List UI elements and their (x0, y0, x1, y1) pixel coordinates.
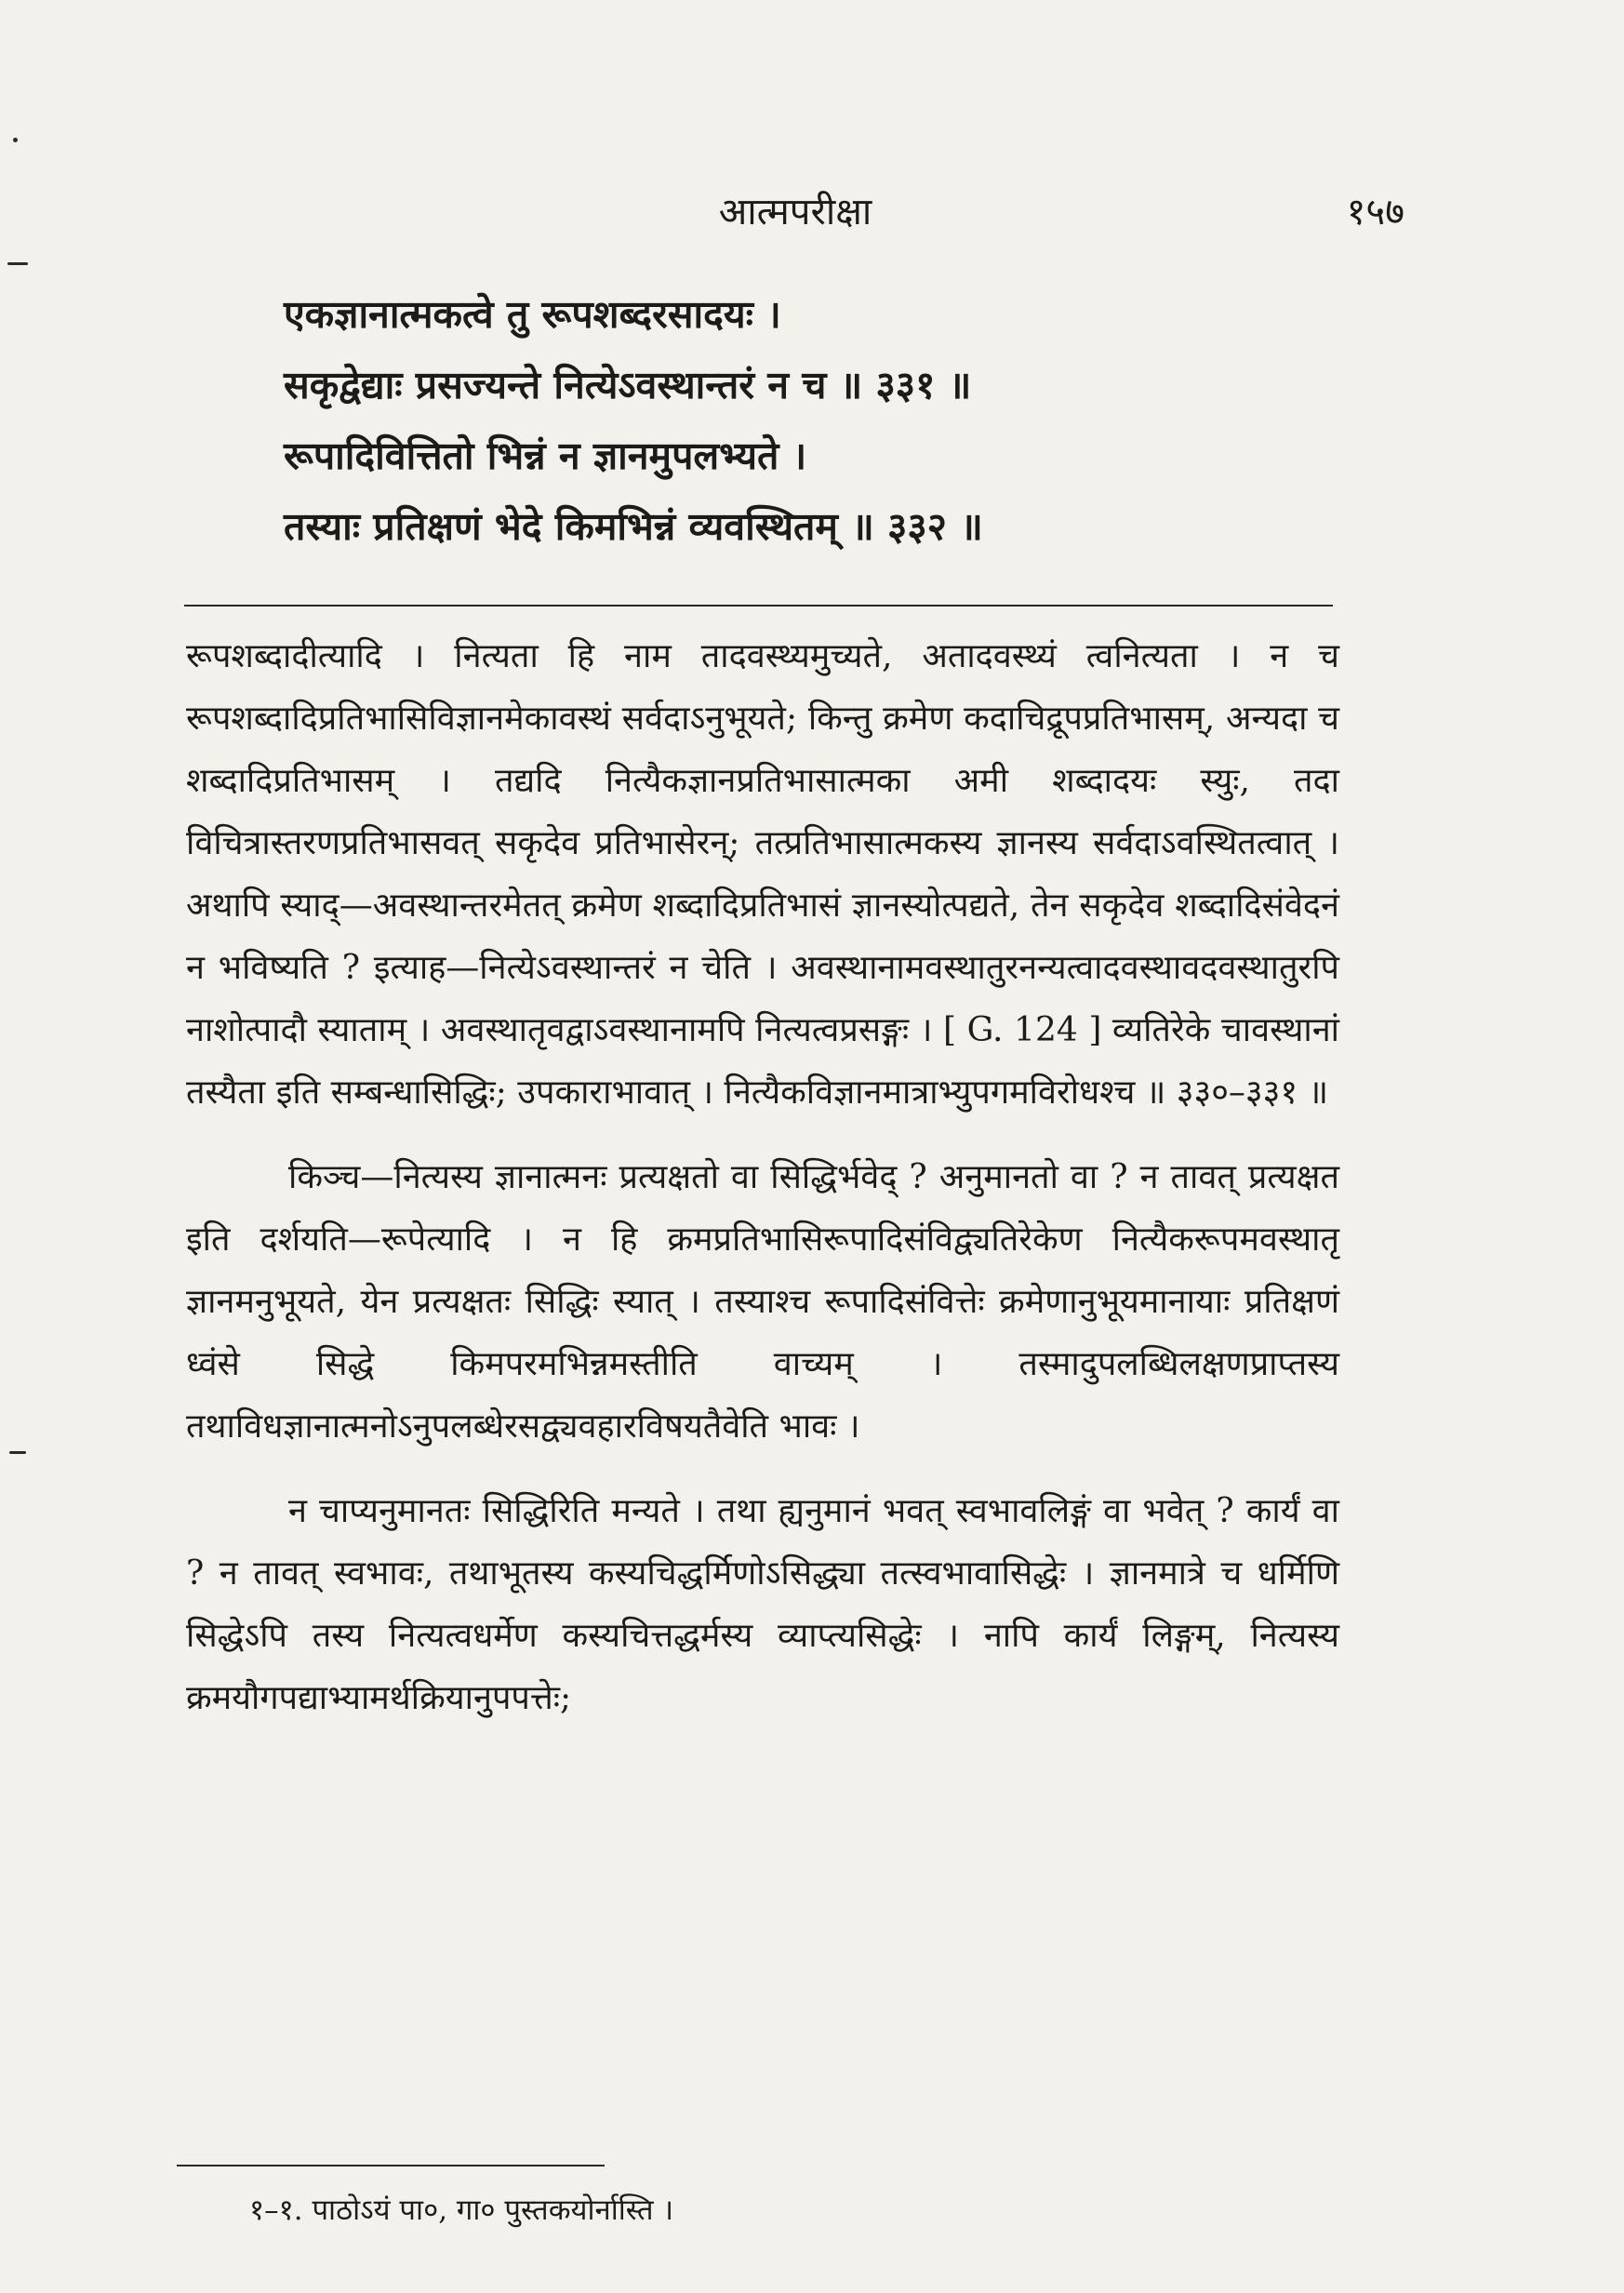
margin-speck (7, 262, 28, 265)
footnote: १–१. पाठोऽयं पा०, गा० पुस्तकयोर्नास्ति । (249, 2193, 674, 2227)
margin-speck (9, 1451, 26, 1454)
commentary-paragraph: रूपशब्दादीत्यादि । नित्यता हि नाम तादवस्थ्यमुच्यते, अतादवस्थ्यं त्वनित्यता । न च रूपशब्दादिप्रतिभासिविज्ञानमेकावस्थं सर्वदाऽनुभूयते; किन्तु क्रमेण कदाचिद्रूपप्रतिभासम्, अन्यदा च शब्दादिप्रतिभासम् । तद्यदि नित्यैकज्ञानप्रतिभासात्मका अमी शब्दादयः स्युः, तदा विचित्रास्तरणप्रतिभासवत् सकृदेव प्रतिभासेरन्; तत्प्रतिभासात्मकस्य ज्ञानस्य सर्वदाऽवस्थितत्वात् । अथापि स्याद्—अवस्थान्तरमेतत् क्रमेण शब्दादिप्रतिभासं ज्ञानस्योत्पद्यते, तेन सकृदेव शब्दादिसंवेदनं न भविष्यति ? इत्याह—नित्येऽवस्थान्तरं न चेति । अवस्थानामवस्थातुरनन्यत्वादवस्थावदवस्थातुरपि नाशोत्पादौ स्याताम् । अवस्थातृवद्वाऽवस्थानामपि नित्यत्वप्रसङ्गः । [ G. 124 ] व्यतिरेके चावस्थानां तस्यैता इति सम्बन्धासिद्धिः; उपकाराभावात् । नित्यैकविज्ञानमात्राभ्युपगमविरोधश्च ॥ ३३०–३३१ ॥ (186, 637, 1339, 1112)
margin-speck (13, 138, 18, 142)
footnote-divider (177, 2165, 605, 2166)
running-head (186, 184, 1404, 240)
commentary-paragraph: न चाप्यनुमानतः सिद्धिरिति मन्यते । तथा ह्यनुमानं भवत् स्वभावलिङ्गं वा भवेत् ? कार्यं वा ? न तावत् स्वभावः, तथाभूतस्य कस्यचिद्धर्मिणोऽसिद्ध्या तत्स्वभावासिद्धेः । ज्ञानमात्रे च धर्मिणि सिद्धेऽपि तस्य नित्यत्वधर्मेण कस्यचित्तद्धर्मस्य व्याप्त्यसिद्धेः । नापि कार्यं लिङ्गम्, नित्यस्य क्रमयौगपद्याभ्यामर्थक्रियानुपपत्तेः; (186, 1492, 1339, 1717)
page-number: १५७ (1346, 191, 1404, 233)
verse-line: सकृद्वेद्याः प्रसज्यन्ते नित्येऽवस्थान्तरं न च ॥ ३३१ ॥ (284, 363, 972, 407)
commentary (186, 625, 1339, 1729)
verse-divider (184, 605, 1333, 607)
page-title: आत्मपरीक्षा (718, 191, 872, 233)
verse-block (284, 279, 1335, 562)
verse-line: एकज्ञानात्मकत्वे तु रूपशब्दरसादयः । (284, 292, 781, 337)
commentary-paragraph: किञ्च—नित्यस्य ज्ञानात्मनः प्रत्यक्षतो वा सिद्धिर्भवेद् ? अनुमानतो वा ? न तावत् प्रत्यक्षत इति दर्शयति—रूपेत्यादि । न हि क्रमप्रतिभासिरूपादिसंविद्व्यतिरेकेण नित्यैकरूपमवस्थातृ ज्ञानमनुभूयते, येन प्रत्यक्षतः सिद्धिः स्यात् । तस्याश्च रूपादिसंवित्तेः क्रमेणानुभूयमानायाः प्रतिक्षणं ध्वंसे सिद्धे किमपरमभिन्नमस्तीति वाच्यम् । तस्मादुपलब्धिलक्षणप्राप्तस्य तथाविधज्ञानात्मनोऽनुपलब्धेरसद्व्यवहारविषयतैवेति भावः । (186, 1158, 1339, 1446)
verse-line: तस्याः प्रतिक्षणं भेदे किमभिन्नं व्यवस्थितम् ॥ ३३२ ॥ (284, 504, 983, 549)
verse-line: रूपादिवित्तितो भिन्नं न ज्ञानमुपलभ्यते । (284, 433, 807, 478)
